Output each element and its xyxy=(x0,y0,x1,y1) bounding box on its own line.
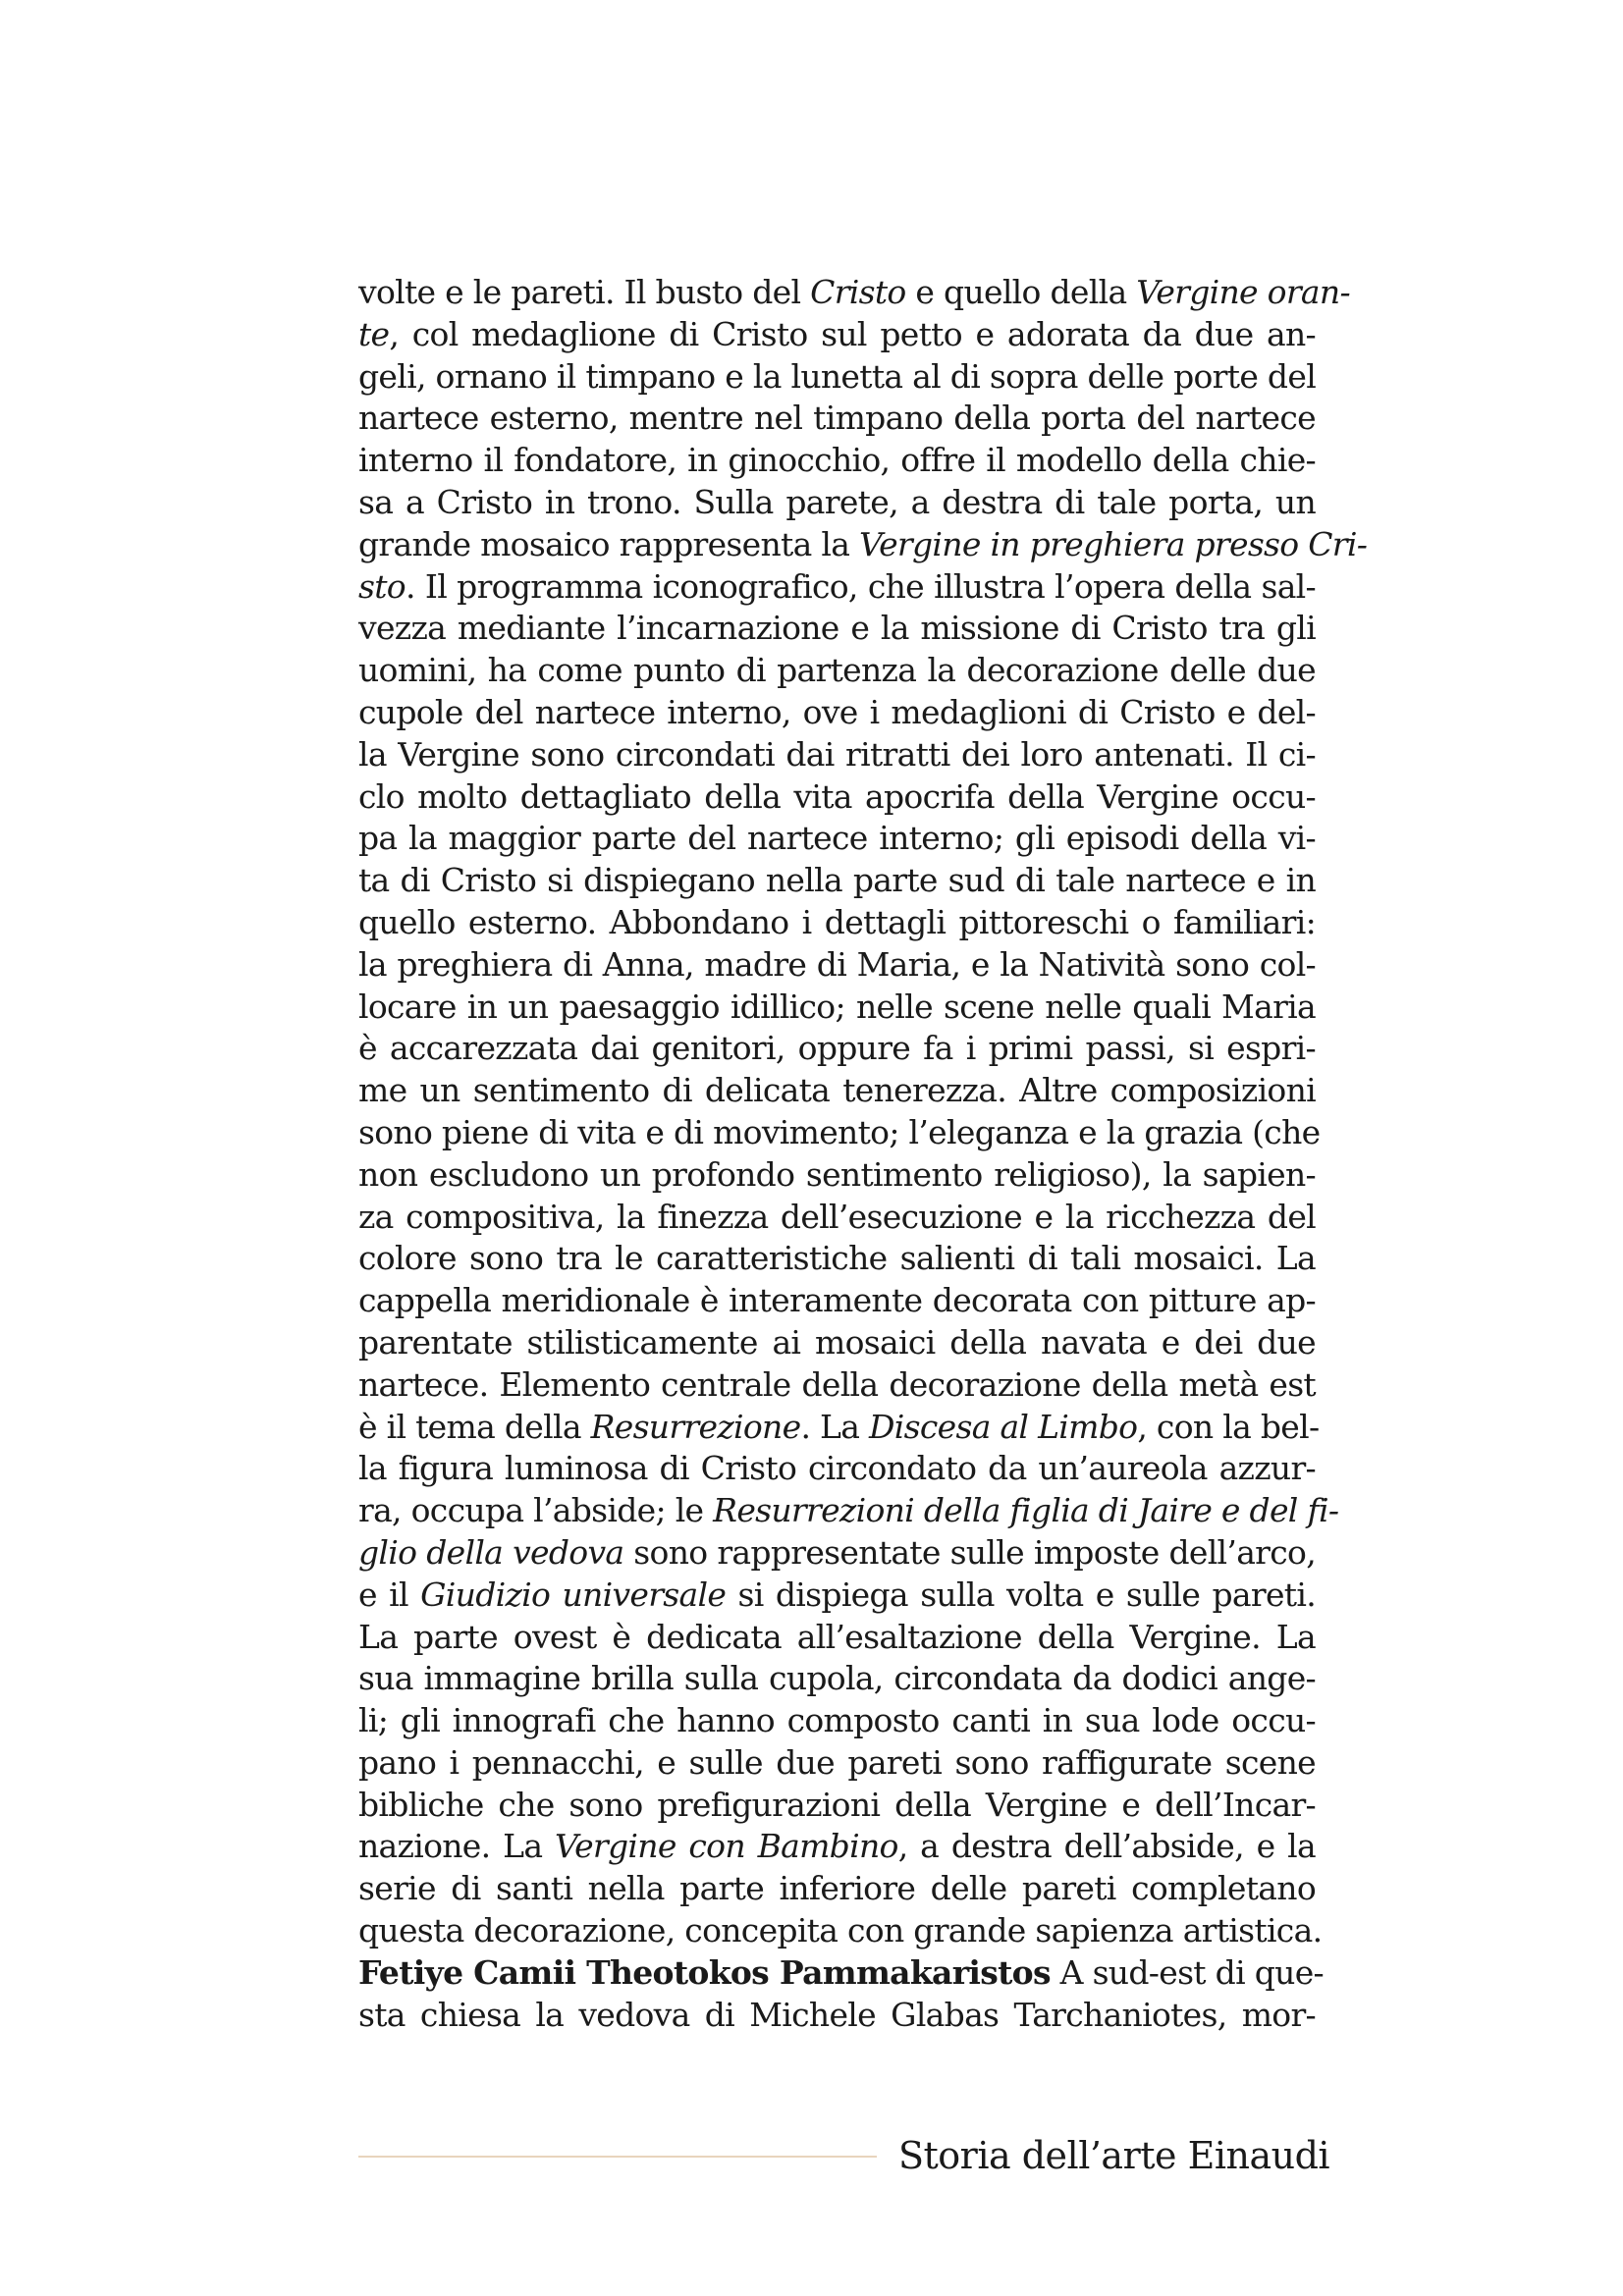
text-segment: , a destra dell’abside, e la xyxy=(897,1827,1316,1866)
text-segment: quello esterno. Abbondano i dettagli pittoreschi o familiari: xyxy=(358,902,1316,941)
text-segment: interno il fondatore, in ginocchio, offre il modello della chie- xyxy=(358,441,1316,480)
text-line xyxy=(358,1238,1316,1280)
text-line xyxy=(358,650,1316,692)
text-line xyxy=(358,1532,1316,1575)
text-segment: za compositiva, la finezza dell’esecuzione e la ricchezza del xyxy=(358,1197,1316,1236)
italic-title: Vergine in preghiera presso Cri- xyxy=(859,524,1368,563)
text-line xyxy=(358,272,1350,314)
italic-title: Resurrezioni della figlia di Jaire e del fi- xyxy=(713,1491,1339,1530)
text-line xyxy=(358,1658,1316,1700)
text-segment: pano i pennacchi, e sulle due pareti sono raffigurate scene xyxy=(358,1742,1316,1782)
body-text xyxy=(358,272,1368,2036)
text-line xyxy=(358,1995,1316,2037)
text-segment: sono rappresentate sulle imposte dell’arco, xyxy=(623,1532,1316,1572)
text-line xyxy=(358,1028,1316,1070)
italic-title: Discesa al Limbo xyxy=(869,1407,1138,1446)
footer-rule xyxy=(358,2156,877,2158)
text-line xyxy=(358,818,1316,860)
text-line xyxy=(358,1364,1316,1407)
text-segment: e quello della xyxy=(905,273,1137,311)
text-line xyxy=(358,1112,1321,1154)
text-segment: , con la bel- xyxy=(1137,1407,1320,1446)
text-line xyxy=(358,1407,1320,1449)
text-line xyxy=(358,734,1316,776)
text-segment: La parte ovest è dedicata all’esaltazione della Vergine. La xyxy=(358,1617,1316,1656)
text-segment: geli, ornano il timpano e la lunetta al di sopra delle porte del xyxy=(358,356,1317,396)
text-segment: li; gli innografi che hanno composto canti in sua lode occu- xyxy=(358,1701,1316,1740)
text-line xyxy=(358,860,1316,902)
text-segment: bibliche che sono prefigurazioni della Vergine e dell’Incar- xyxy=(358,1785,1316,1824)
italic-title: glio della vedova xyxy=(358,1532,624,1572)
text-segment: sua immagine brilla sulla cupola, circondata da dodici ange- xyxy=(358,1659,1316,1698)
text-segment: nartece. Elemento centrale della decorazione della metà est xyxy=(358,1364,1316,1404)
text-line xyxy=(358,1700,1316,1742)
text-segment: la figura luminosa di Cristo circondato da un’aureola azzur- xyxy=(358,1449,1316,1488)
text-segment: A sud-est di que- xyxy=(1050,1952,1324,1992)
text-segment: sono piene di vita e di movimento; l’eleganza e la grazia (che xyxy=(358,1112,1321,1151)
text-segment: cappella meridionale è interamente decorata con pitture ap- xyxy=(358,1281,1316,1320)
text-line xyxy=(358,1197,1316,1239)
text-segment: . Il programma iconografico, che illustra l’opera della sal- xyxy=(405,566,1316,606)
text-segment: non escludono un profondo sentimento religioso), la sapien- xyxy=(358,1154,1316,1194)
text-segment: nartece esterno, mentre nel timpano della porta del nartece xyxy=(358,399,1316,438)
italic-title: Vergine con Bambino xyxy=(555,1827,898,1866)
text-segment: questa decorazione, concepita con grande sapienza artistica. xyxy=(358,1911,1323,1950)
text-segment: sa a Cristo in trono. Sulla parete, a destra di tale porta, un xyxy=(358,482,1316,521)
italic-title: Vergine oran- xyxy=(1136,273,1350,311)
text-line xyxy=(358,776,1316,819)
footer-title: Storia dell’arte Einaudi xyxy=(898,2134,1330,2177)
text-line xyxy=(358,1490,1339,1532)
text-segment: ra, occupa l’abside; le xyxy=(358,1491,714,1530)
text-segment: uomini, ha come punto di partenza la decorazione delle due xyxy=(358,651,1316,690)
text-line xyxy=(358,524,1368,566)
text-line xyxy=(358,1154,1316,1197)
section-heading: Fetiye Camii Theotokos Pammakaristos xyxy=(358,1952,1051,1992)
text-line xyxy=(358,482,1316,524)
text-segment: la preghiera di Anna, madre di Maria, e la Natività sono col- xyxy=(358,944,1316,984)
text-segment: parentate stilisticamente ai mosaici della navata e dei due xyxy=(358,1322,1316,1362)
text-segment: locare in un paesaggio idillico; nelle scene nelle quali Maria xyxy=(358,987,1316,1026)
text-line xyxy=(358,1070,1316,1112)
text-line xyxy=(358,314,1316,356)
text-line xyxy=(358,566,1316,609)
text-segment: colore sono tra le caratteristiche salienti di tali mosaici. La xyxy=(358,1239,1316,1278)
italic-title: Resurrezione xyxy=(590,1407,801,1446)
text-line xyxy=(358,1322,1316,1364)
text-line xyxy=(358,398,1316,440)
italic-title: te xyxy=(358,314,390,353)
text-segment: grande mosaico rappresenta la xyxy=(358,524,859,563)
text-segment: clo molto dettagliato della vita apocrifa della Vergine occu- xyxy=(358,776,1316,816)
text-line xyxy=(358,1617,1316,1659)
text-segment: cupole del nartece interno, ove i medaglioni di Cristo e del- xyxy=(358,692,1316,731)
text-segment: nazione. La xyxy=(358,1827,555,1866)
text-segment: volte e le pareti. Il busto del xyxy=(358,273,811,311)
text-line xyxy=(358,1742,1316,1785)
italic-title: Cristo xyxy=(810,273,906,311)
text-line xyxy=(358,1575,1316,1617)
text-segment: , col medaglione di Cristo sul petto e adorata da due an- xyxy=(389,314,1316,353)
text-line xyxy=(358,1785,1316,1827)
italic-title: Giudizio universale xyxy=(420,1575,727,1614)
text-line xyxy=(358,944,1316,987)
text-segment: pa la maggior parte del nartece interno; gli episodi della vi- xyxy=(358,819,1316,858)
text-segment: ta di Cristo si dispiegano nella parte sud di tale nartece e in xyxy=(358,861,1316,900)
text-line xyxy=(358,987,1316,1029)
text-segment: si dispiega sulla volta e sulle pareti. xyxy=(726,1575,1317,1614)
text-line xyxy=(358,1868,1316,1910)
text-line xyxy=(358,1280,1316,1322)
text-line xyxy=(358,608,1316,650)
text-segment: è il tema della xyxy=(358,1407,591,1446)
text-segment: vezza mediante l’incarnazione e la missione di Cristo tra gli xyxy=(358,609,1316,648)
text-line xyxy=(358,440,1316,482)
italic-title: sto xyxy=(358,566,406,606)
text-segment: . La xyxy=(800,1407,869,1446)
text-line xyxy=(358,1448,1316,1490)
text-line xyxy=(358,1826,1316,1868)
text-line xyxy=(358,1910,1323,1952)
text-segment: è accarezzata dai genitori, oppure fa i primi passi, si espri- xyxy=(358,1029,1316,1068)
text-segment: me un sentimento di delicata tenerezza. Altre composizioni xyxy=(358,1071,1316,1110)
text-line xyxy=(358,1952,1324,1995)
text-line xyxy=(358,356,1316,399)
text-line xyxy=(358,692,1316,734)
text-segment: e il xyxy=(358,1575,421,1614)
text-line xyxy=(358,902,1316,944)
text-segment: la Vergine sono circondati dai ritratti dei loro antenati. Il ci- xyxy=(358,734,1316,774)
text-segment: sta chiesa la vedova di Michele Glabas Tarchaniotes, mor- xyxy=(358,1995,1316,2034)
text-segment: serie di santi nella parte inferiore delle pareti completano xyxy=(358,1869,1316,1908)
